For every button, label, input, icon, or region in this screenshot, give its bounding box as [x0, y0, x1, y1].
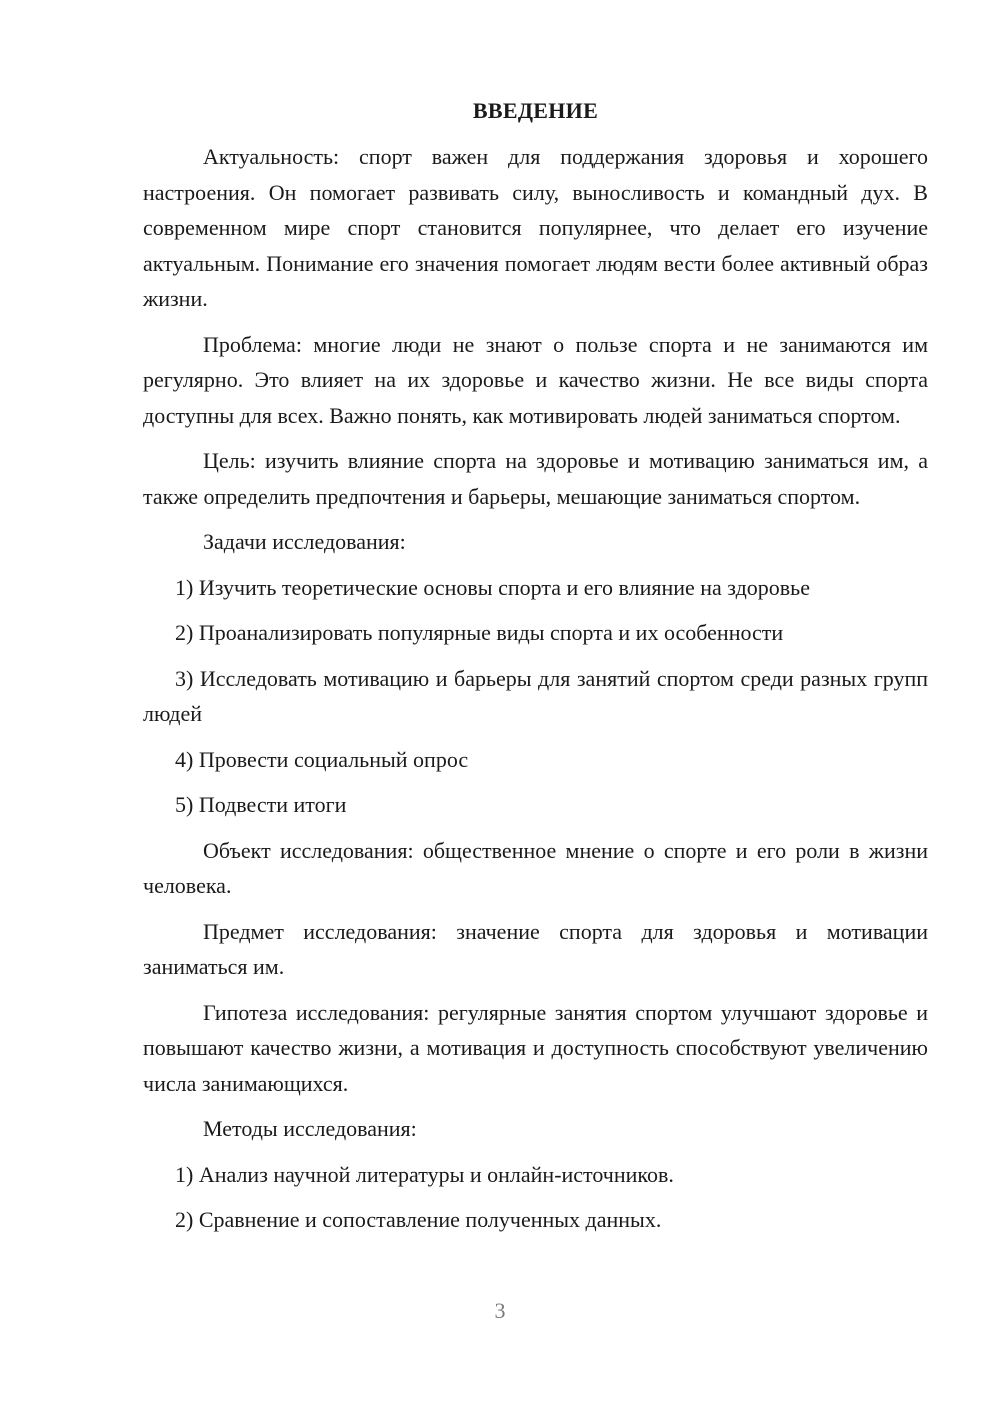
hypothesis-paragraph: Гипотеза исследования: регулярные занятия спортом улучшают здоровье и повышают качество жизни, а мотивация и доступность способствуют увеличению числа занимающихся.: [143, 999, 928, 1096]
actuality-paragraph: Актуальность: спорт важен для поддержания здоровья и хорошего настроения. Он помогает развивать силу, выносливость и командный дух. В современном мире спорт становится популярнее, что делает его изучение актуальным. Понимание его значения помогает людям вести более активный образ жизни.: [143, 144, 928, 311]
problem-paragraph: Проблема: многие люди не знают о пользе спорта и не занимаются им регулярно. Это влияет на их здоровье и качество жизни. Не все виды спорта доступны для всех. Важно понять, как мотивировать людей заниматься спортом.: [143, 331, 928, 428]
task-item-5: 5) Подвести итоги: [175, 792, 347, 817]
subject-paragraph: Предмет исследования: значение спорта для здоровья и мотивации заниматься им.: [143, 918, 928, 979]
task-item-4: 4) Провести социальный опрос: [175, 746, 469, 772]
methods-heading: Методы исследования:: [203, 1116, 417, 1141]
section-title: ВВЕДЕНИЕ: [472, 98, 599, 123]
goal-paragraph: Цель: изучить влияние спорта на здоровье и мотивацию заниматься им, а также определить предпочтения и барьеры, мешающие заниматься спортом.: [143, 448, 928, 509]
object-paragraph: Объект исследования: общественное мнение о спорте и его роли в жизни человека.: [143, 837, 928, 898]
task-item-3: 3) Исследовать мотивацию и барьеры для занятий спортом среди разных групп людей: [143, 665, 928, 726]
method-item-1: 1) Анализ научной литературы и онлайн-источников.: [175, 1161, 674, 1187]
page-number: 3: [494, 1298, 506, 1323]
task-item-1: 1) Изучить теоретические основы спорта и его влияние на здоровье: [175, 574, 810, 600]
tasks-heading: Задачи исследования:: [203, 529, 406, 554]
method-item-2: 2) Сравнение и сопоставление полученных данных.: [175, 1207, 662, 1232]
document-page: [143, 96, 928, 1248]
task-item-2: 2) Проанализировать популярные виды спорта и их особенности: [175, 620, 784, 645]
